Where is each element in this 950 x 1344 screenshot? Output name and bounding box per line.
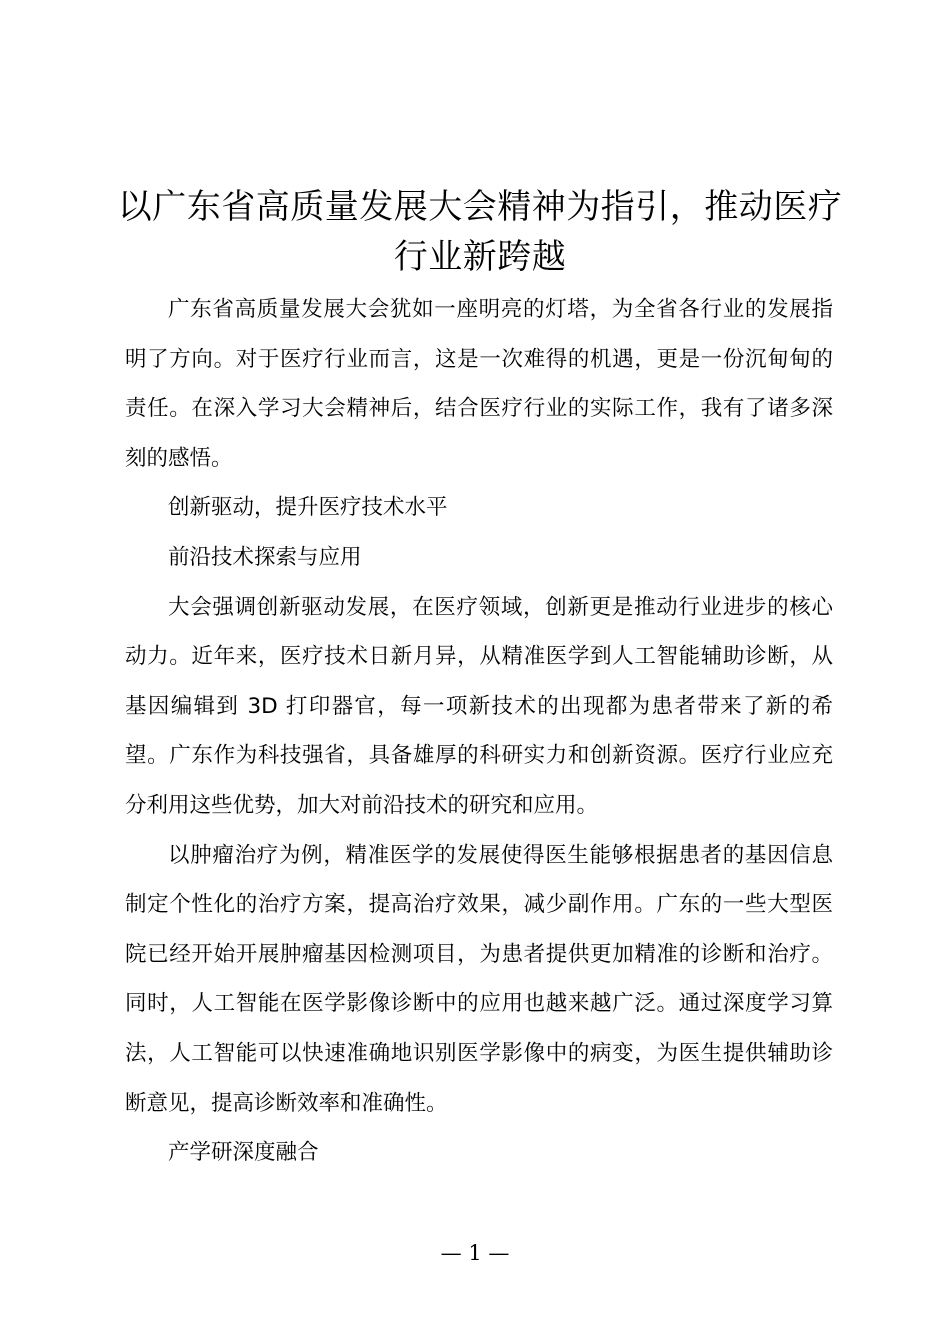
body-paragraph: 以肿瘤治疗为例，精准医学的发展使得医生能够根据患者的基因信息制定个性化的治疗方案，提高治疗效果，减少副作用。广东的一些大型医院已经开始开展肿瘤基因检测项目，为患者提供更加精准的诊断和治疗。同时，人工智能在医学影像诊断中的应用也越来越广泛。通过深度学习算法，人工智能可以快速准确地识别医学影像中的病变，为医生提供辅助诊断意见，提高诊断效率和准确性。 — [125, 842, 833, 1116]
document-title: 以广东省高质量发展大会精神为指引，推动医疗行业新跨越 — [117, 187, 843, 277]
body-paragraph: 大会强调创新驱动发展，在医疗领域，创新更是推动行业进步的核心动力。近年来，医疗技术日新月异，从精准医学到人工智能辅助诊断，从基因编辑到 3D 打印器官，每一项新技术的出现都为患者带来了新的希望。广东作为科技强省，具备雄厚的科研实力和创新资源。医疗行业应充分利用这些优势，加大对前沿技术的研究和应用。 — [125, 594, 833, 818]
intro-paragraph: 广东省高质量发展大会犹如一座明亮的灯塔，为全省各行业的发展指明了方向。对于医疗行业而言，这是一次难得的机遇，更是一份沉甸甸的责任。在深入学习大会精神后，结合医疗行业的实际工作，我有了诸多深刻的感悟。 — [125, 297, 833, 471]
subsection-heading: 产学研深度融合 — [168, 1140, 319, 1166]
section-heading: 创新驱动，提升医疗技术水平 — [168, 495, 448, 521]
page-number: — 1 — — [440, 1241, 510, 1265]
document-body — [125, 285, 833, 1178]
subsection-heading: 前沿技术探索与应用 — [168, 544, 362, 570]
